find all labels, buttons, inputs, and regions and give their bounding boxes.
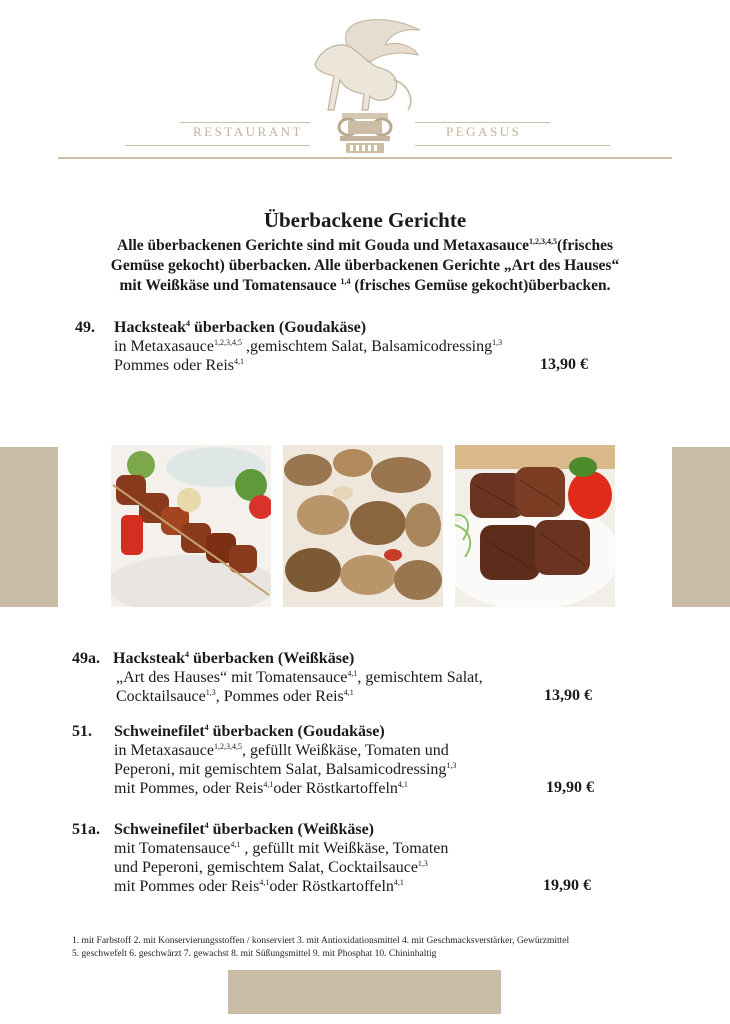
food-photo-gyros <box>283 445 443 607</box>
decor-block-bottom <box>228 970 501 1014</box>
item-number: 51a. <box>72 821 100 838</box>
item-description-line: und Peperoni, gemischtem Salat, Cocktailsauce$^{1,3}$ <box>114 859 428 876</box>
footnotes-line-2: 5. geschwefelt 6. geschwärzt 7. gewachst 8. mit Süßungsmittel 9. mit Phosphat 10. Chininhaltig <box>72 949 437 959</box>
pegasus-logo-icon <box>290 10 440 160</box>
decor-block-left <box>0 447 58 607</box>
header-restaurant-word: RESTAURANT <box>193 124 303 139</box>
decor-block-right <box>672 447 730 607</box>
item-description-line: Peperoni, mit gemischtem Salat, Balsamicodressing$^{1,3}$ <box>114 761 457 778</box>
item-description-line: Pommes oder Reis$^{4,1}$ <box>114 357 244 374</box>
header-rule-top-left <box>180 122 310 123</box>
section-title: Überbackene Gerichte <box>263 208 467 232</box>
item-name: Schweinefilet$^4$ überbacken (Goudakäse) <box>114 723 385 740</box>
header-rule-mid-left <box>125 145 310 146</box>
header-pegasus-word: PEGASUS <box>446 124 522 139</box>
food-photo-steak <box>455 445 615 607</box>
item-description-line: mit Pommes, oder Reis$^{4,1}$oder Röstkartoffeln$^{4,1}$ <box>114 780 408 797</box>
item-description-line: „Art des Hauses“ mit Tomatensauce$^{4,1}$, gemischtem Salat, <box>116 669 483 686</box>
item-description-line: in Metaxasauce$^{1,2,3,4,5}$ ,gemischtem Salat, Balsamicodressing$^{1,3}$ <box>114 338 503 355</box>
intro-line-2: Gemüse gekocht) überbacken. Alle überbackenen Gerichte „Art des Hauses“ <box>110 257 620 274</box>
item-description-line: Cocktailsauce$^{1,3}$, Pommes oder Reis$^{4,1}$ <box>116 688 354 705</box>
header-rule-mid-right <box>415 145 610 146</box>
item-price: 19,90 € <box>546 779 594 796</box>
item-description-line: in Metaxasauce$^{1,2,3,4,5}$, gefüllt Weißkäse, Tomaten und <box>114 742 449 759</box>
item-name: Hacksteak$^4$ überbacken (Weißkäse) <box>113 650 355 667</box>
item-price: 13,90 € <box>540 356 588 373</box>
intro-line-1: Alle überbackenen Gerichte sind mit Gouda und Metaxasauce$^{1,2,3,4,5}$(frisches <box>117 237 613 254</box>
item-name: Schweinefilet$^4$ überbacken (Weißkäse) <box>114 821 374 838</box>
item-number: 49a. <box>72 650 100 667</box>
item-number: 51. <box>72 723 92 740</box>
food-photo-skewer <box>111 445 271 607</box>
item-price: 19,90 € <box>543 877 591 894</box>
item-description-line: mit Pommes oder Reis$^{4,1}$oder Röstkartoffeln$^{4,1}$ <box>114 878 404 895</box>
item-price: 13,90 € <box>544 687 592 704</box>
header-rule-top-right <box>415 122 550 123</box>
header-rule-bottom <box>58 157 672 159</box>
footnotes-line-1: 1. mit Farbstoff 2. mit Konservierungsstoffen / konserviert 3. mit Antioxidationsmittel 4. mit Geschmacksverstärker, Gewürzmittel <box>72 936 570 946</box>
item-number: 49. <box>75 319 95 336</box>
intro-line-3: mit Weißkäse und Tomatensauce $^{1,4}$ (frisches Gemüse gekocht)überbacken. <box>119 277 611 294</box>
item-name: Hacksteak$^4$ überbacken (Goudakäse) <box>114 319 367 336</box>
item-description-line: mit Tomatensauce$^{4,1}$ , gefüllt mit Weißkäse, Tomaten <box>114 840 449 857</box>
